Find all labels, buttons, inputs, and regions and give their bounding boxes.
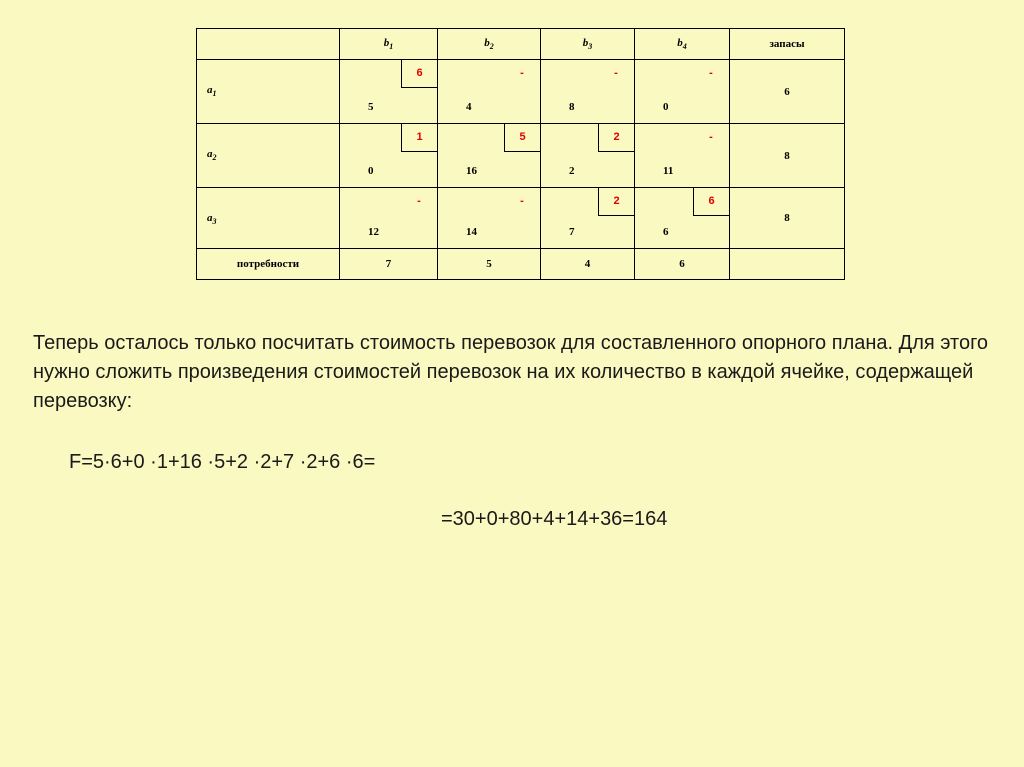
plan-cell [541,60,635,124]
empty-cell [730,249,845,280]
column-header: $b_4$ [635,29,730,60]
cost-value: 0 [663,101,669,113]
allocation-box: - [614,67,618,79]
cost-value: 2 [569,165,575,177]
table-row [197,60,845,124]
allocation-box: 5 [504,124,540,152]
demand-row [197,249,845,280]
column-header: $b_3$ [541,29,635,60]
allocation-box: 1 [401,124,437,152]
plan-cell [340,124,438,188]
plan-cell [438,60,541,124]
cost-value: 4 [466,101,472,113]
allocation-box: - [709,131,713,143]
table-row [197,188,845,249]
cost-value: 0 [368,165,374,177]
row-label-cell: $a_3$ [197,188,340,249]
demand-value: 7 [340,249,438,280]
allocation-box: 2 [598,188,634,216]
demand-label: потребности [197,249,340,280]
cost-value: 7 [569,226,575,238]
column-header: $b_2$ [438,29,541,60]
row-label-cell: $a_2$ [197,124,340,188]
allocation-box: 6 [401,60,437,88]
plan-cell [340,188,438,249]
plan-cell [541,188,635,249]
plan-cell [340,60,438,124]
allocation-box: 6 [693,188,729,216]
cost-value: 16 [466,165,477,177]
transport-table [196,28,845,280]
stock-cell: 8 [730,188,845,249]
allocation-box: - [417,195,421,207]
plan-cell [635,60,730,124]
plan-cell [438,124,541,188]
stock-header: запасы [730,29,845,60]
allocation-box: 2 [598,124,634,152]
cost-value: 11 [663,165,674,177]
cost-value: 8 [569,101,575,113]
table-row [197,124,845,188]
plan-cell [438,188,541,249]
cost-value: 6 [663,226,669,238]
plan-cell [635,124,730,188]
plan-cell [541,124,635,188]
demand-value: 5 [438,249,541,280]
table-header-row [197,29,845,60]
formula-line-1: F=5·6+0 ·1+16 ·5+2 ·2+7 ·2+6 ·6= [69,451,376,473]
cost-value: 12 [368,226,379,238]
row-label-cell: $a_1$ [197,60,340,124]
column-header: $b_1$ [340,29,438,60]
demand-value: 4 [541,249,635,280]
allocation-box: - [709,67,713,79]
allocation-box: - [520,195,524,207]
explanation-paragraph: Теперь осталось только посчитать стоимость перевозок для составленного опорного плана. Для этого нужно сложить произведения стоимостей перевозок на их количество в каждой ячейке, содержащей перевозку: [33,332,989,412]
cost-value: 14 [466,226,477,238]
demand-value: 6 [635,249,730,280]
stock-cell: 8 [730,124,845,188]
plan-cell [635,188,730,249]
allocation-box: - [520,67,524,79]
cost-value: 5 [368,101,374,113]
stock-cell: 6 [730,60,845,124]
corner-cell [197,29,340,60]
formula-line-2: =30+0+80+4+14+36=164 [441,508,668,530]
